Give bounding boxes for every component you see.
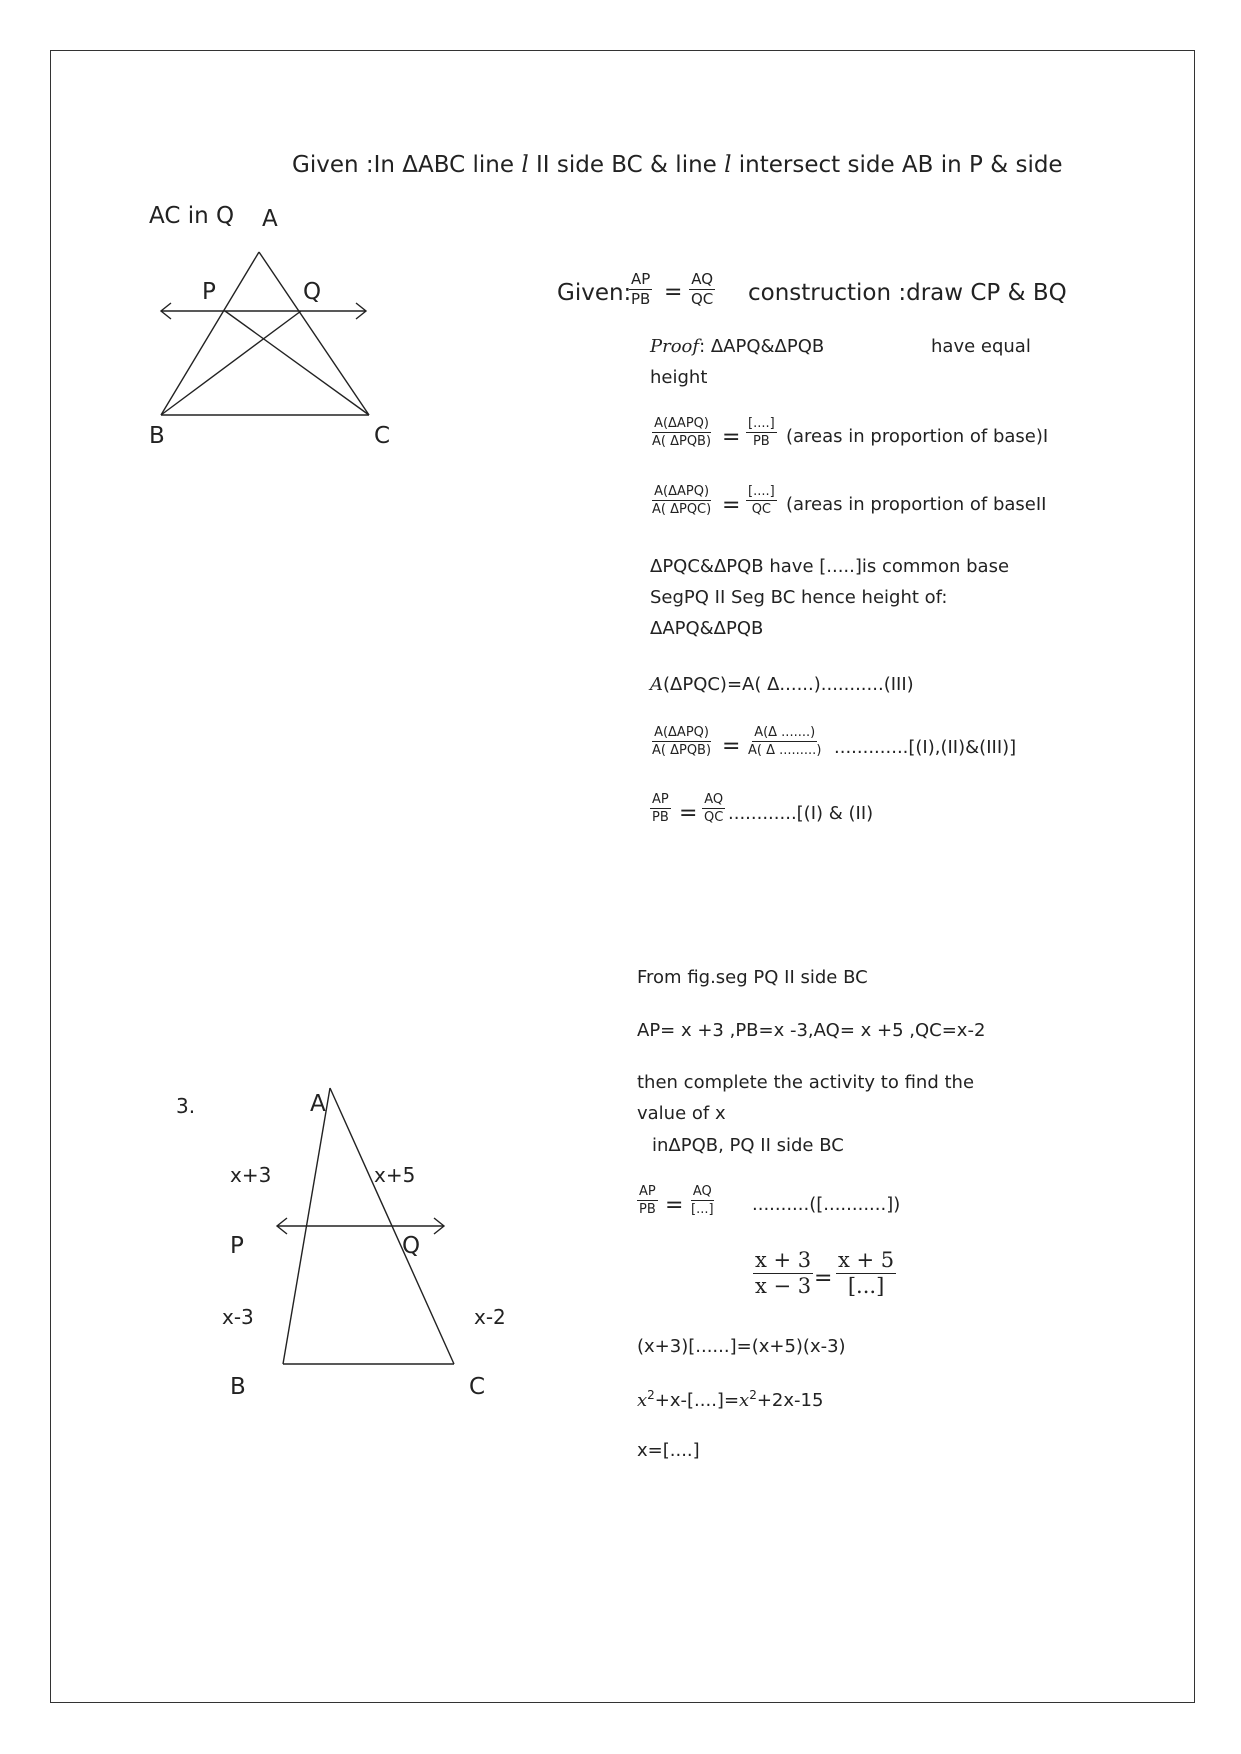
proof-line-1: Proof: ΔAPQ&ΔPQB — [650, 336, 825, 357]
given-fraction-ap-pb: $\frac{AP}{PB}$ — [631, 270, 651, 308]
fig2-label-p: P — [230, 1233, 244, 1259]
fig1-label-a: A — [262, 206, 278, 232]
eq2-right-fraction: [....] QC — [748, 484, 775, 517]
eq2-left-fraction: A(ΔAPQ) A( ΔPQC) — [652, 484, 712, 517]
fig2-label-b: B — [230, 1374, 246, 1400]
question-number: 3. — [176, 1094, 196, 1118]
fig1-label-b: B — [149, 423, 165, 449]
q3-eqB-left-fraction: $\frac{x + 3}{x - 3}$ — [755, 1248, 812, 1298]
eq5-left-fraction: $\frac{AP}{PB}$ — [652, 792, 669, 825]
fig2-label-qc: x-2 — [474, 1305, 506, 1329]
fig2-label-c: C — [469, 1374, 486, 1400]
fig1-label-c: C — [374, 423, 391, 449]
given-label: Given: — [557, 280, 632, 306]
q3-line-7: $x^2+x-[....]=x^2+2x-15$ — [637, 1388, 824, 1411]
eq1-note: (areas in proportion of base)I — [786, 426, 1049, 447]
proof-eq3: A(ΔPQC)=A( Δ......)...........(III) — [650, 674, 914, 695]
intro-line-2: AC in Q — [149, 203, 235, 229]
q3-line-4: value of x — [637, 1103, 726, 1124]
q3-line-3: then complete the activity to find the — [637, 1072, 975, 1093]
proof-para-2: SegPQ II Seg BC hence height of: — [650, 587, 948, 608]
eq2-note: (areas in proportion of baseII — [786, 494, 1047, 515]
eq1-right-fraction: [....] PB — [748, 416, 775, 449]
fig2-label-aq: x+5 — [374, 1163, 416, 1187]
fig2-label-ap: x+3 — [230, 1163, 272, 1187]
fig1-label-q: Q — [303, 279, 322, 305]
intro-line-1: Given :In ΔABC line l II side BC & line l intersect side AB in P & side — [292, 152, 1063, 178]
proof-para-3: ΔAPQ&ΔPQB — [650, 618, 764, 639]
eq1-left-fraction: A(ΔAPQ) A( ΔPQB) — [652, 416, 712, 449]
fig2-label-q: Q — [402, 1233, 421, 1259]
q3-line-5: inΔPQB, PQ II side BC — [652, 1135, 844, 1156]
eq4-left-fraction: A(ΔAPQ) A( ΔPQB) — [652, 725, 712, 758]
eq4-right-fraction: $\frac{A(\Delta .......)}{A( \Delta .........)}$ — [748, 725, 822, 758]
eq5-right-fraction: $\frac{AQ}{QC}$ — [704, 792, 724, 825]
q3-eqA-note: ..........([...........]) — [752, 1194, 901, 1215]
q3-eqA-left-fraction: $\frac{AP}{PB}$ — [639, 1184, 656, 1217]
fig1-label-p: P — [202, 279, 216, 305]
q3-line-2: AP= x +3 ,PB=x -3,AQ= x +5 ,QC=x-2 — [637, 1020, 986, 1041]
proof-para-1: ΔPQC&ΔPQB have [.....]is common base — [650, 556, 1010, 577]
eq5-note: ............[(I) & (II) — [728, 803, 874, 824]
q3-eqA-right-fraction: AQ [...] — [691, 1184, 714, 1217]
construction-text: construction :draw CP & BQ — [748, 280, 1067, 306]
fig2-label-a: A — [310, 1091, 326, 1117]
fig2-label-pb: x-3 — [222, 1305, 254, 1329]
proof-line-2: height — [650, 367, 708, 388]
triangle-figure-2 — [277, 1088, 454, 1364]
q3-line-1: From fig.seg PQ II side BC — [637, 967, 868, 988]
q3-line-8: x=[....] — [637, 1440, 700, 1461]
proof-line-1-tail: have equal — [931, 336, 1031, 357]
given-fraction-aq-qc: $\frac{AQ}{QC}$ — [691, 270, 714, 308]
q3-line-6: (x+3)[......]=(x+5)(x-3) — [637, 1336, 846, 1357]
eq4-note: .............[(I),(II)&(III)] — [834, 737, 1017, 758]
equals-sign: = — [664, 280, 683, 305]
q3-eqB-right-fraction: x + 5 [...] — [838, 1248, 895, 1298]
